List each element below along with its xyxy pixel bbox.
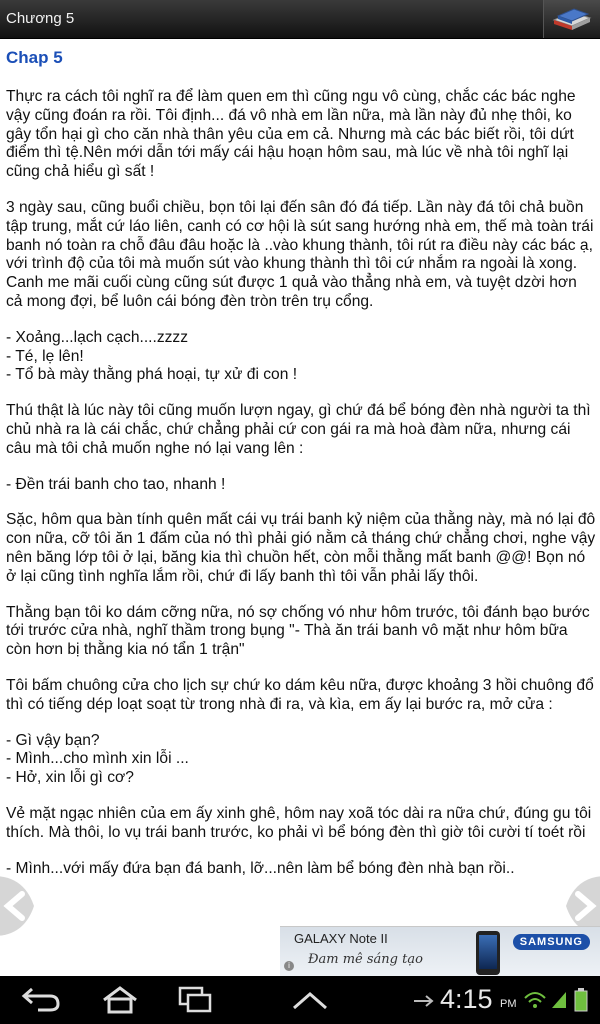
app-title-bar bbox=[0, 0, 600, 39]
dialog-line: - Tổ bà mày thằng phá hoại, tự xử đi con ! bbox=[6, 366, 298, 384]
home-icon[interactable] bbox=[96, 984, 144, 1016]
dialog-block-4 bbox=[6, 860, 596, 879]
chevron-up-icon[interactable] bbox=[286, 984, 334, 1016]
dialog-block-3 bbox=[6, 732, 596, 788]
back-icon[interactable] bbox=[16, 984, 64, 1016]
paragraph-2: 3 ngày sau, cũng buổi chiều, bọn tôi lại đến sân đó đá tiếp. Lần này đá tôi chả buồn tập trung, mắt cứ láo liên, canh có cơ hội là sút sang hướng nhà em, thế mà toàn trái banh nó toàn ra chỗ đâu đâu hoặc là ..vào khung thành, tôi rút ra điều này các bác ạ, với trình độ của tôi mà muốn sút vào khung thành thì tôi cứ nhắm ra ngoài là xong. Canh me mãi cuối cùng cũng sút được 1 quả vào thẳng nhà em, và tuyệt dzời hơn cả mong đợi, bể luôn cái bóng đèn tròn trên trụ cổng. bbox=[6, 198, 594, 310]
recent-apps-icon[interactable] bbox=[172, 984, 220, 1016]
signal-icon bbox=[550, 990, 568, 1010]
dialog-line: - Hở, xin lỗi gì cơ? bbox=[6, 769, 134, 787]
paragraph-3: Thú thật là lúc này tôi cũng muốn lượn ngay, gì chứ đá bể bóng đèn nhà người ta thì chủ nhà ra là cái chắc, chứ chẳng phải cứ con gái ra mà hoà đàm nữa, nhưng cái câu mà tôi chả muốn nghe nó lại vang lên : bbox=[6, 402, 591, 457]
dialog-line: - Mình...với mấy đứa bạn đá banh, lỡ...nên làm bể bóng đèn nhà bạn rồi.. bbox=[6, 859, 515, 877]
chapter-title: Chương 5 bbox=[6, 10, 75, 27]
dialog-line: - Xoảng...lạch cạch....zzzz bbox=[6, 328, 189, 346]
ad-product-name: GALAXY Note II bbox=[294, 931, 388, 946]
clock-ampm: PM bbox=[500, 998, 517, 1010]
paragraph-5: Thằng bạn tôi ko dám cỡng nữa, nó sợ chống vó như hôm trước, tôi đánh bạo bước tới trước cửa nhà, nghĩ thầm trong bụng "- Thà ăn trái banh vô mặt như hôm bữa còn hơn bị thằng kia nó tẩn 1 trận" bbox=[6, 603, 590, 659]
clock-time: 4:15 bbox=[440, 984, 493, 1014]
paragraph-1: Thực ra cách tôi nghĩ ra để làm quen em thì cũng ngu vô cùng, chắc các bác nghe vậy cũng đoán ra rồi. Tôi định... đá vô nhà em lần nữa, mà lần này đủ nhẹ thôi, ko gây tổn hại gì cho căn nhà thân yêu của em cả. Nhưng mà các bác biết rồi, tôi dứt điểm thì tệ.Nên mới dẫn tới mấy cái hậu hoạn hôm sau, mà lúc về nhà tôi nghĩ lại cũng chả hiểu gì sất ! bbox=[6, 88, 576, 181]
dialog-block-2 bbox=[6, 476, 596, 495]
book-stack-icon bbox=[552, 6, 592, 32]
dialog-block-1 bbox=[6, 329, 596, 385]
previous-page-arrow-icon bbox=[0, 870, 38, 942]
reader-content[interactable] bbox=[0, 38, 600, 926]
ad-banner[interactable] bbox=[280, 926, 600, 977]
book-menu-button[interactable] bbox=[543, 0, 600, 38]
dialog-line: - Đền trái banh cho tao, nhanh ! bbox=[6, 475, 226, 493]
ad-slogan: Đam mê sáng tạo bbox=[308, 952, 423, 967]
dialog-line: - Gì vậy bạn? bbox=[6, 731, 100, 749]
paragraph-7: Vẻ mặt ngạc nhiên của em ấy xinh ghê, hôm nay xoã tóc dài ra nữa chứ, đúng gu tôi thích. Mà thôi, lo vụ trái banh trước, ko phải vì bể bóng đèn thì giờ tôi cười tí toét rồi bbox=[6, 804, 592, 841]
ad-brand-logo: SAMSUNG bbox=[513, 934, 590, 950]
phone-image bbox=[476, 931, 500, 975]
chapter-text bbox=[6, 88, 596, 895]
system-nav-bar bbox=[0, 976, 600, 1024]
paragraph-6: Tôi bấm chuông cửa cho lịch sự chứ ko dám kêu nữa, được khoảng 3 hồi chuông đổ thì có tiếng dép loạt soạt từ trong nhà đi ra, và kìa, em ấy lại bước ra, mở cửa : bbox=[6, 676, 594, 713]
dialog-line: - Té, lẹ lên! bbox=[6, 347, 84, 365]
dialog-line: - Mình...cho mình xin lỗi ... bbox=[6, 750, 189, 768]
usb-icon bbox=[412, 994, 436, 1008]
previous-page-button[interactable] bbox=[0, 870, 38, 942]
chapter-heading: Chap 5 bbox=[6, 48, 63, 67]
paragraph-4: Sặc, hôm qua bàn tính quên mất cái vụ trái banh kỷ niệm của thằng này, mà nó lại đô con nữa, cỡ tôi ăn 1 đấm của nó thì phải gió nằm cả tháng chứ chẳng chơi, nghe vậy nên băng lớp tôi ở lại, băng kia thì chuồn hết, còn mỗi thằng mất banh @@! Bọn nó ở lại cũng tình nghĩa lắm rồi, chứ đi lấy banh thì tôi vẫn phải lấy thôi. bbox=[6, 511, 596, 585]
battery-icon bbox=[574, 988, 588, 1012]
ad-info-icon[interactable]: i bbox=[284, 961, 294, 971]
wifi-icon bbox=[524, 990, 546, 1010]
